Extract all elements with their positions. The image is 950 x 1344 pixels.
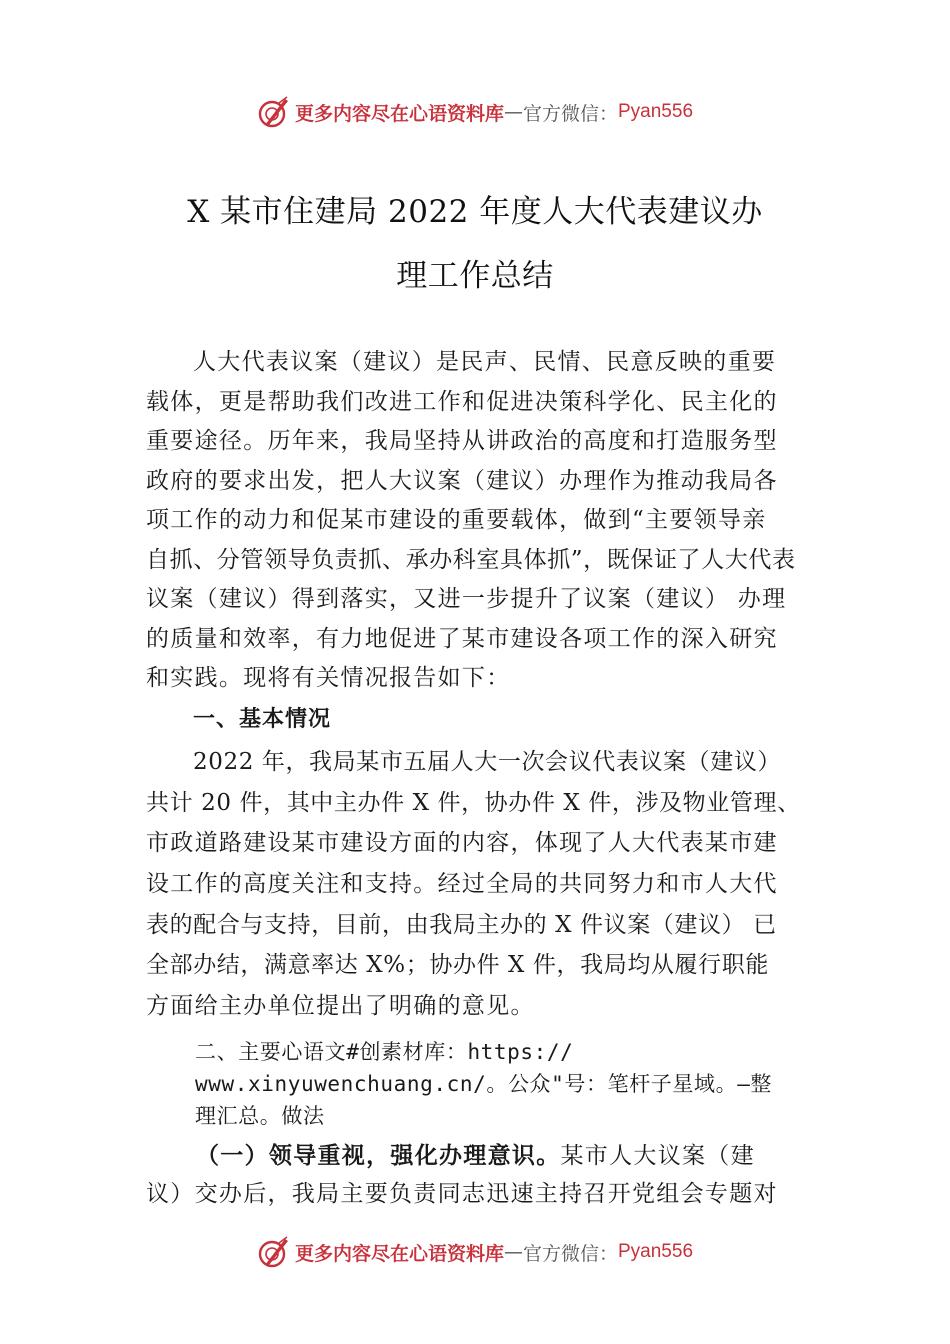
text-line: 的质量和效率，有力地促进了某市建设各项工作的深入研究 (146, 625, 778, 652)
watermark-label: 官方微信： (522, 102, 618, 125)
basic-situation-paragraph (146, 742, 826, 1027)
watermark-brand: 更多内容尽在心语资料库 (294, 1242, 504, 1265)
text-line: 理汇总。做法 (195, 1104, 325, 1128)
intro-paragraph (146, 343, 826, 699)
watermark-banner-bottom (0, 1232, 950, 1272)
text-line: 全部办结，满意率达 X%；协办件 X 件，我局均从履行职能 (146, 952, 769, 979)
text-line: 共计 20 件，其中主办件 X 件，协办件 X 件，涉及物业管理、 (146, 789, 801, 816)
text-line: 政府的要求出发，把人大议案（建议）办理作为推动我局各 (146, 467, 778, 494)
text-line: 自抓、分管领导负责抓、承办科室具体抓”，既保证了人大代表 (146, 546, 796, 573)
text-line: www.xinyuwenchuang.cn/。公众"号：笔杆子星域。—整 (195, 1072, 773, 1096)
text-line: 设工作的高度关注和支持。经过全局的共同努力和市人大代 (146, 871, 778, 898)
watermark-wechat-id: Pyan556 (618, 101, 694, 122)
subheading-leadership: （一）领导重视，强化办理意识。 (196, 1142, 561, 1169)
text-line (146, 1136, 826, 1175)
text-line: 方面给主办单位提出了明确的意见。 (146, 993, 535, 1020)
document-title-line-2: 理工作总结 (396, 258, 554, 294)
text-line: 表的配合与支持，目前，由我局主办的 X 件议案（建议） 已 (146, 911, 777, 938)
document-title-line-1: X 某市住建局 2022 年度人大代表建议办 (187, 194, 763, 230)
quill-seal-icon (257, 95, 291, 129)
text-span: 某市人大议案（建 (560, 1143, 755, 1169)
text-line: 二、主要心语文#创素材库：https:// (195, 1040, 574, 1064)
text-line: 项工作的动力和促某市建设的重要载体，做到“主要领导亲 (146, 507, 767, 533)
text-line: 议案（建议）得到落实，又进一步提升了议案（建议） 办理 (146, 586, 787, 612)
watermark-separator: — (503, 101, 523, 123)
text-line: 市政道路建设某市建设方面的内容，体现了人大代表某市建 (146, 830, 778, 857)
text-line: 议）交办后，我局主要负责同志迅速主持召开党组会专题对 (146, 1181, 778, 1207)
text-line: 和实践。现将有关情况报告如下： (146, 665, 511, 691)
watermark-label: 官方微信： (522, 1242, 618, 1265)
text-line: 重要途径。历年来，我局坚持从讲政治的高度和打造服务型 (146, 428, 778, 454)
section-heading-main-practices (195, 1036, 835, 1132)
section-heading-basic-situation: 一、基本情况 (193, 707, 332, 732)
watermark-banner-top (0, 92, 950, 132)
watermark-separator: — (503, 1241, 523, 1263)
leadership-paragraph (146, 1136, 826, 1214)
text-line: 人大代表议案（建议）是民声、民情、民意反映的重要 (193, 349, 777, 375)
quill-seal-icon (257, 1235, 291, 1269)
watermark-wechat-id: Pyan556 (618, 1241, 694, 1262)
watermark-brand: 更多内容尽在心语资料库 (294, 102, 504, 125)
text-line: 2022 年，我局某市五届人大一次会议代表议案（建议） (193, 749, 782, 775)
text-line: 载体，更是帮助我们改进工作和促进决策科学化、民主化的 (146, 388, 778, 415)
